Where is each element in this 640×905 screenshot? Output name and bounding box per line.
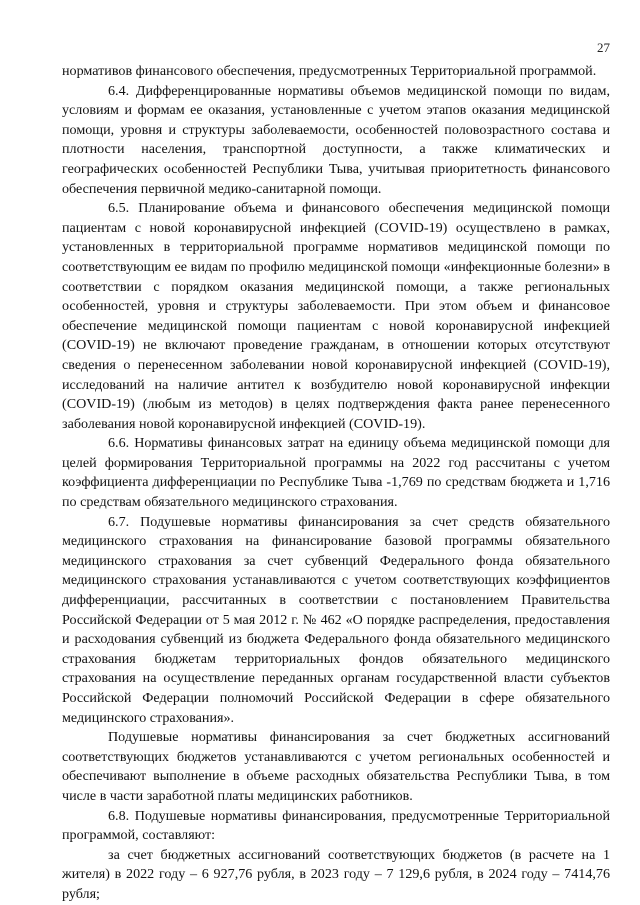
paragraph-6-8: 6.8. Подушевые нормативы финансирования, предусмотренные Территориальной программой, составляют: [62, 807, 610, 844]
paragraph-6-6: 6.6. Нормативы финансовых затрат на единицу объема медицинской помощи для целей формирования Территориальной программы на 2022 год рассчитаны с учетом коэффициента дифференциации по Республике Тыва -1,769 по средствам бюджета и 1,716 по средствам обязательного медицинского страхования. [62, 435, 610, 511]
paragraph-budget-norms: Подушевые нормативы финансирования за счет бюджетных ассигнований соответствующих бюджетов устанавливаются с учетом региональных особенностей и обеспечивают выполнение в объеме расходных обязательства Республики Тыва, в том числе в части заработной платы медицинских работников. [62, 729, 610, 804]
paragraph-budget-per-capita: за счет бюджетных ассигнований соответствующих бюджетов (в расчете на 1 жителя) в 2022 году – 6 927,76 рубля, в 2023 году – 7 129,6 рубля, в 2024 году – 7414,76 рубля; [62, 846, 610, 902]
paragraph-continuation: нормативов финансового обеспечения, предусмотренных Территориальной программой. [62, 63, 597, 79]
page-number: 27 [597, 40, 610, 55]
paragraph-6-5: 6.5. Планирование объема и финансового обеспечения медицинской помощи пациентам с новой коронавирусной инфекцией (COVID-19) осуществлено в рамках, установленных в территориальной программе нормативов медицинской помощи по соответствующим ее видам по профилю медицинской помощи «инфекционные болезни» в соответствии с порядком оказания медицинской помощи, а также региональных особенностей, уровня и структуры заболеваемости. При этом объем и финансовое обеспечение медицинской помощи пациентам с новой коронавирусной инфекцией (COVID-19) не включают проведение гражданам, в отношении которых отсутствуют сведения о перенесенном заболевании новой коронавирусной инфекцией (COVID-19), исследований на наличие антител к возбудителю новой коронавирусной инфекции (COVID-19) (любым из методов) в целях подтверждения факта ранее перенесенного заболевания новой коронавирусной инфекцией (COVID-19). [62, 200, 610, 432]
paragraph-6-4: 6.4. Дифференцированные нормативы объемов медицинской помощи по видам, условиям и формам ее оказания, установленные с учетом этапов оказания медицинской помощи, уровня и структуры заболеваемости, особенностей половозрастного состава и плотности населения, транспортной доступности, а также климатических и географических особенностей Республики Тыва, учитывая приоритетность финансового обеспечения первичной медико-санитарной помощи. [62, 82, 610, 197]
paragraph-6-7: 6.7. Подушевые нормативы финансирования за счет средств обязательного медицинского страхования на финансирование базовой программы обязательного медицинского страхования за счет субвенций Федерального фонда обязательного медицинского страхования устанавливаются с учетом соответствующих коэффициентов дифференциации, рассчитанных в соответствии с постановлением Правительства Российской Федерации от 5 мая 2012 г. № 462 «О порядке распределения, предоставления и расходования субвенций из бюджета Федерального фонда обязательного медицинского страхования бюджетам территориальных фондов обязательного медицинского страхования на осуществление переданных органам государственной власти субъектов Российской Федерации полномочий Российской Федерации в сфере обязательного медицинского страхования». [62, 513, 610, 726]
document-body [62, 62, 610, 905]
